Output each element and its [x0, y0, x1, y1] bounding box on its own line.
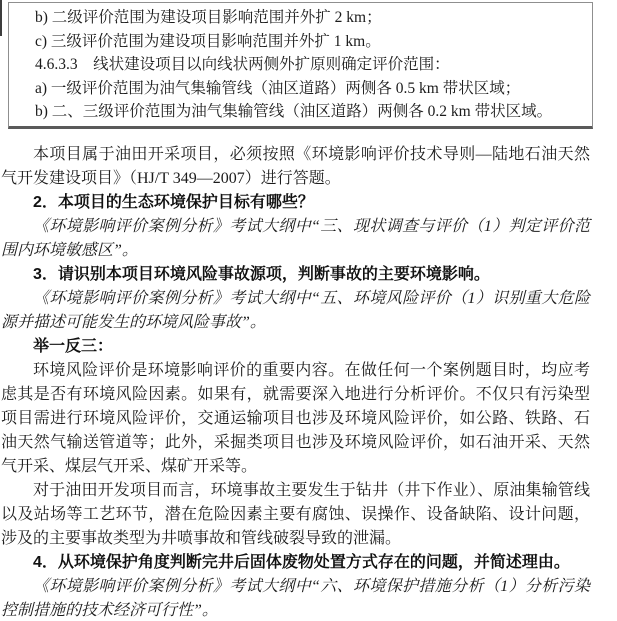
paragraph-oilfield-accident-sources: 对于油田开发项目而言，环境事故主要发生于钻井（井下作业）、原油集输管线以及站场等工艺环节，潜在危险因素主要有腐蚀、误操作、设备缺陷、设计问题，涉及的主要事故类型为井喷事故和管线破裂导致的泄漏。: [1, 482, 590, 547]
extension-heading: 举一反三：: [33, 338, 114, 355]
body-text: [1, 143, 590, 621]
scan-artifact-mark: [0, 0, 2, 36]
question-4-heading: 4．从环境保护角度判断完井后固体废物处置方式存在的问题，并简述理由。: [33, 554, 570, 571]
excerpt-line-b-pipeline-level23: b) 二、三级评价范围为油气集输管线（油区道路）两侧各 0.2 km 带状区域。: [35, 103, 553, 120]
guideline-excerpt-box: [8, 2, 593, 129]
paragraph-intro: 本项目属于油田开采项目，必须按照《环境影响评价技术导则—陆地石油天然气开发建设项目》（HJ/T 349—2007）进行答题。: [1, 146, 590, 187]
syllabus-reference-q4: 《环境影响评价案例分析》考试大纲中“六、环境保护措施分析（1）分析污染控制措施的技术经济可行性”。: [1, 578, 590, 619]
syllabus-reference-q3: 《环境影响评价案例分析》考试大纲中“五、环境风险评价（1）识别重大危险源并描述可能发生的环境风险事故”。: [1, 290, 590, 331]
excerpt-line-c-level3: c) 三级评价范围为建设项目影响范围并外扩 1 km。: [35, 32, 381, 50]
excerpt-line-b-level2: b) 二级评价范围为建设项目影响范围并外扩 2 km；: [35, 9, 382, 26]
excerpt-line-a-pipeline-level1: a) 一级评价范围为油气集输管线（油区道路）两侧各 0.5 km 带状区域；: [35, 79, 521, 97]
paragraph-risk-assessment-discussion: 环境风险评价是环境影响评价的重要内容。在做任何一个案例题目时，均应考虑其是否有环境风险因素。如果有，就需要深入地进行分析评价。不仅只有污染型项目需进行环境风险评价，交通运输项目也涉及环境风险评价，如公路、铁路、石油天然气输送管道等；此外，采掘类项目也涉及环境风险评价，如石油开采、天然气开采、煤层气开采、煤矿开采等。: [1, 362, 590, 475]
question-2-heading: 2．本项目的生态环境保护目标有哪些？: [33, 194, 314, 211]
excerpt-line-clause-4633: 4.6.3.3 线状建设项目以向线状两侧外扩原则确定评价范围：: [35, 56, 450, 73]
question-3-heading: 3．请识别本项目环境风险事故源项，判断事故的主要环境影响。: [33, 266, 490, 283]
syllabus-reference-q2: 《环境影响评价案例分析》考试大纲中“三、现状调查与评价（1）判定评价范围内环境敏感区”。: [1, 218, 590, 259]
